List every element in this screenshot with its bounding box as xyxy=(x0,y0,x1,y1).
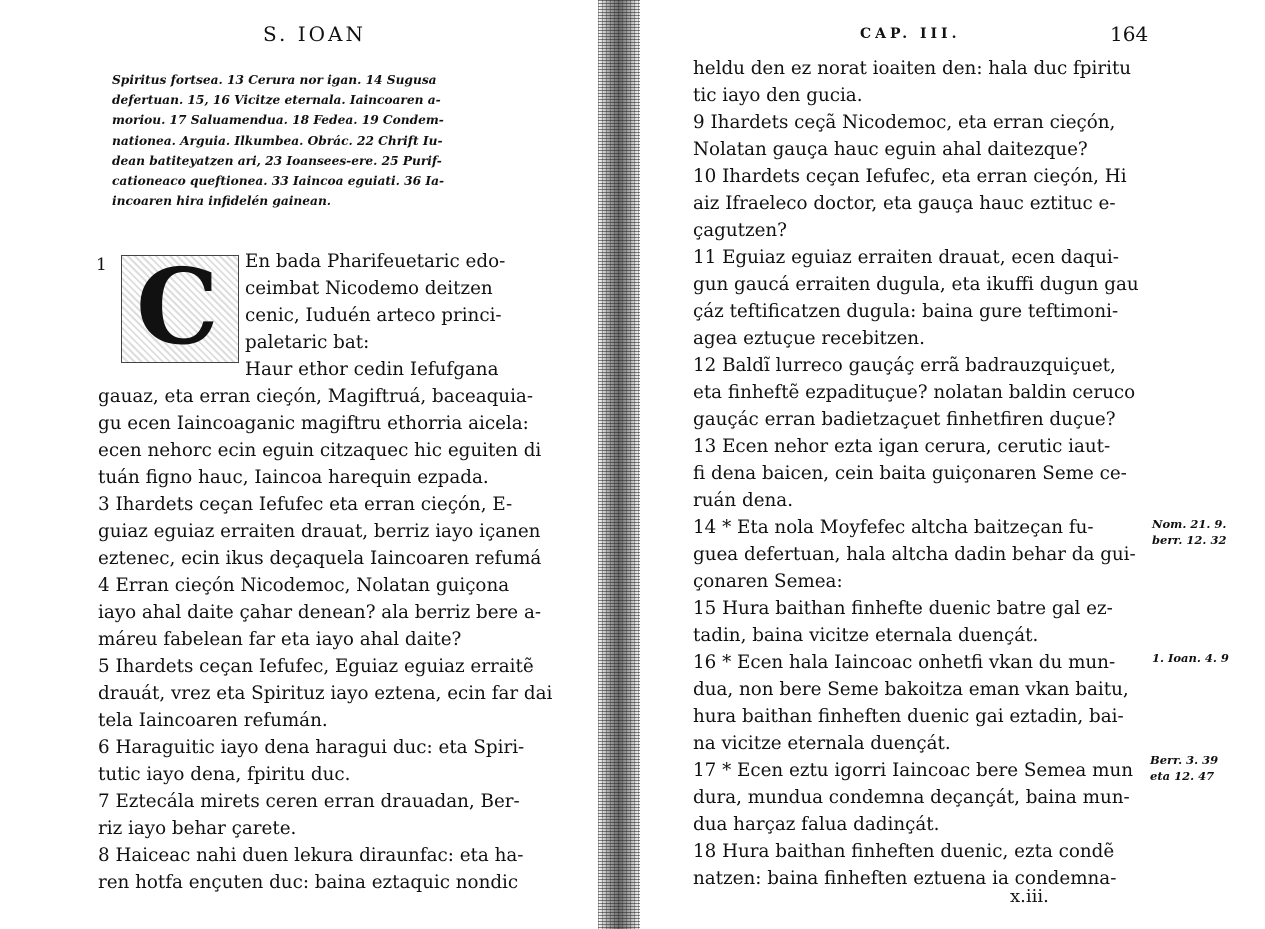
text-line: aiz Ifraeleco doctor, eta gauça hauc eztituc e- xyxy=(693,193,1116,214)
text-line: drauát, vrez eta Spirituz iayo eztena, ecin far dai xyxy=(98,683,553,704)
text-line: çagutzen? xyxy=(693,220,787,241)
text-line: tadin, baina vicitze eternala duençát. xyxy=(693,625,1039,646)
text-line: çáz teftificatzen dugula: baina gure teftimoni- xyxy=(693,301,1119,322)
text-line: 4 Erran cieçón Nicodemoc, Nolatan guiçona xyxy=(98,575,510,596)
page-number: 164 xyxy=(1110,22,1149,46)
text-line: na vicitze eternala duençát. xyxy=(693,733,951,754)
text-line: ruán dena. xyxy=(693,490,794,511)
text-line: paletaric bat: xyxy=(245,332,370,353)
margin-note xyxy=(1152,650,1229,666)
text-line: gauçác erran badietzaçuet finhetfiren duçue? xyxy=(693,409,1116,430)
summary-line: defertuan. 15, 16 Vicitze eternala. Iaincoaren a- xyxy=(112,93,441,108)
body-text xyxy=(98,383,552,896)
text-line: 10 Ihardets ceçan Iefufec, eta erran cieçón, Hi xyxy=(693,166,1127,187)
text-line: dua harçaz falua dadinçát. xyxy=(693,814,940,835)
margin-note xyxy=(1152,516,1226,548)
dropcap-text-block xyxy=(245,248,505,383)
text-line: 8 Haiceac nahi duen lekura diraunfac: eta ha- xyxy=(98,845,524,866)
text-line: 3 Ihardets ceçan Iefufec eta erran cieçón, E- xyxy=(98,494,513,515)
text-line: 9 Ihardets ceçã Nicodemoc, eta erran cieçón, xyxy=(693,112,1116,133)
text-line: hura baithan finheften duenic gai eztadin, bai- xyxy=(693,706,1124,727)
text-line: ren hotfa ençuten duc: baina eztaquic nondic xyxy=(98,872,519,893)
margin-note-line: 1. Ioan. 4. 9 xyxy=(1152,651,1229,665)
text-line: gauaz, eta erran cieçón, Magiftruá, baceaquia- xyxy=(98,386,534,407)
text-line: eta finheftẽ ezpadituçue? nolatan baldin ceruco xyxy=(693,382,1136,403)
running-head: S. IOAN xyxy=(263,22,366,46)
text-line: ceimbat Nicodemo deitzen xyxy=(245,278,493,299)
summary-line: incoaren hira infidelén gainean. xyxy=(112,194,332,209)
text-line: 16 * Ecen hala Iaincoac onhetfi vkan du mun- xyxy=(693,652,1116,673)
text-line: tic iayo den gucia. xyxy=(693,85,863,106)
text-line: 5 Ihardets ceçan Iefufec, Eguiaz eguiaz erraitẽ xyxy=(98,656,534,677)
text-line: gu ecen Iaincoaganic magiftru ethorria aicela: xyxy=(98,413,529,434)
text-line: gun gaucá erraiten dugula, eta ikuffi dugun gau xyxy=(693,274,1139,295)
text-line: 18 Hura baithan finheften duenic, ezta condẽ xyxy=(693,841,1115,862)
text-line: ecen nehorc ecin eguin citzaquec hic eguiten di xyxy=(98,440,542,461)
text-line: 17 * Ecen eztu igorri Iaincoac bere Semea mun xyxy=(693,760,1133,781)
text-line: 14 * Eta nola Moyfefec altcha baitzeçan fu- xyxy=(693,517,1094,538)
text-line: tuán figno hauc, Iaincoa harequin ezpada. xyxy=(98,467,489,488)
text-line: iayo ahal daite çahar denean? ala berriz bere a- xyxy=(98,602,542,623)
text-line: agea eztuçue recebitzen. xyxy=(693,328,925,349)
book-gutter xyxy=(598,0,640,929)
margin-note-line: Nom. 21. 9. xyxy=(1152,517,1227,531)
dropcap-letter: C xyxy=(136,245,219,368)
text-line: dura, mundua condemna deçançát, baina mun- xyxy=(693,787,1130,808)
text-line: 6 Haraguitic iayo dena haragui duc: eta Spiri- xyxy=(98,737,525,758)
summary-line: moriou. 17 Saluamendua. 18 Fedea. 19 Condem- xyxy=(112,113,444,128)
text-line: tela Iaincoaren refumán. xyxy=(98,710,328,731)
summary-line: Spiritus fortsea. 13 Cerura nor igan. 14 Sugusa xyxy=(112,73,437,87)
text-line: dua, non bere Seme bakoitza eman vkan baitu, xyxy=(693,679,1129,700)
text-line: 13 Ecen nehor ezta igan cerura, cerutic iaut- xyxy=(693,436,1111,457)
text-line: 12 Baldĩ lurreco gauçáç errã badrauzquiçuet, xyxy=(693,355,1116,376)
summary-line: dean batiteyatzen ari, 23 Ioansees-ere. 25 Purif- xyxy=(112,153,442,168)
verse-number: 1 xyxy=(96,255,107,275)
text-line: guea defertuan, hala altcha dadin behar da gui- xyxy=(693,544,1136,565)
text-line: En bada Pharifeuetaric edo- xyxy=(245,251,506,272)
text-line: çonaren Semea: xyxy=(693,571,843,592)
text-line: natzen: baina finheften eztuena ia condemna- xyxy=(693,868,1117,889)
text-line: guiaz eguiaz erraiten drauat, berriz iayo içanen xyxy=(98,521,541,542)
text-line: 11 Eguiaz eguiaz erraiten drauat, ecen daqui- xyxy=(693,247,1119,268)
signature-mark: x.iii. xyxy=(1010,886,1049,907)
ornamental-initial xyxy=(121,245,239,368)
summary-line: cationeaco queftionea. 33 Iaincoa eguiati. 36 Ia- xyxy=(112,174,445,189)
text-line: Nolatan gauça hauc eguin ahal daitezque? xyxy=(693,139,1088,160)
text-line: fi dena baicen, cein baita guiçonaren Seme ce- xyxy=(693,463,1127,484)
text-line: cenic, Iuduén arteco princi- xyxy=(245,305,502,326)
text-line: heldu den ez norat ioaiten den: hala duc fpiritu xyxy=(693,58,1132,79)
left-page xyxy=(0,0,600,929)
text-line: riz iayo behar çarete. xyxy=(98,818,297,839)
summary-line: nationea. Arguia. Ilkumbea. Obrác. 22 Chrift Iu- xyxy=(112,133,443,148)
chapter-summary xyxy=(112,70,544,211)
right-body-text xyxy=(693,55,1139,892)
margin-note-line: eta 12. 47 xyxy=(1150,769,1215,783)
margin-note xyxy=(1150,752,1218,784)
text-line: eztenec, ecin ikus deçaquela Iaincoaren refumá xyxy=(98,548,542,569)
text-line: máreu fabelean far eta iayo ahal daite? xyxy=(98,629,462,650)
text-line: 15 Hura baithan finhefte duenic batre gal ez- xyxy=(693,598,1113,619)
text-line: tutic iayo dena, fpiritu duc. xyxy=(98,764,351,785)
margin-note-line: Berr. 3. 39 xyxy=(1150,753,1219,767)
margin-note-line: berr. 12. 32 xyxy=(1152,533,1227,547)
text-line: Haur ethor cedin Iefufgana xyxy=(245,359,499,380)
chapter-head: CAP. III. xyxy=(860,26,961,42)
text-line: 7 Eztecála mirets ceren erran drauadan, Ber- xyxy=(98,791,520,812)
